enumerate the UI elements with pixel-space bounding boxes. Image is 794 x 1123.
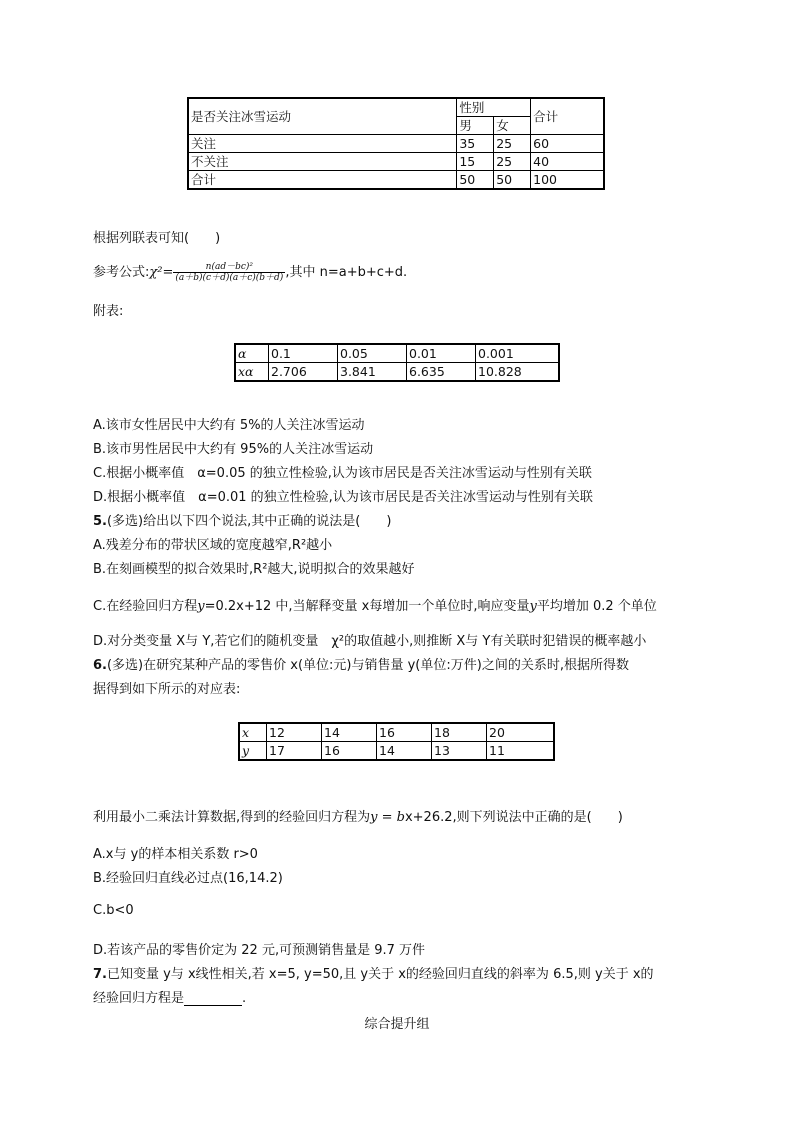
q6-stem-line2: 据得到如下所示的对应表: xyxy=(93,682,241,697)
table-cell: 100 xyxy=(531,171,604,190)
q5-option-b: B.在刻画模型的拟合效果时,R²越大,说明拟合的效果越好 xyxy=(93,562,415,577)
q6-option-c: C.b<0 xyxy=(93,903,134,918)
formula-numerator: n(ad－bc)² xyxy=(173,262,285,273)
table-cell: 35 xyxy=(457,135,494,153)
q6-stem-text: (多选)在研究某种产品的零售价 x(单位:元)与销售量 y(单位:万件)之间的关系时,根据所得数 xyxy=(106,658,629,673)
table-cell: 不关注 xyxy=(188,153,457,171)
table-cell: 16 xyxy=(377,723,432,742)
table-cell: 关注 xyxy=(188,135,457,153)
table-header-attention: 是否关注冰雪运动 xyxy=(188,98,457,135)
y-hat: y xyxy=(197,599,205,614)
section-title: 综合提升组 xyxy=(364,1017,430,1032)
table-cell: 50 xyxy=(494,171,531,190)
table-cell-x-label: x xyxy=(239,723,267,742)
table-cell: 11 xyxy=(487,742,555,761)
q5-option-c xyxy=(93,595,657,614)
table-row xyxy=(188,135,604,153)
q7-line2-post: . xyxy=(242,991,247,1006)
q5-option-c-mid: =0.2x+12 中,当解释变量 x每增加一个单位时,响应变量 xyxy=(204,599,530,614)
table-cell: 12 xyxy=(267,723,322,742)
q4-stem: 根据列联表可知( ) xyxy=(93,231,221,246)
table-cell: 60 xyxy=(531,135,604,153)
q4-option-b: B.该市男性居民中大约有 95%的人关注冰雪运动 xyxy=(93,442,374,457)
table-cell: 0.05 xyxy=(338,344,407,363)
q6-stem-line1 xyxy=(93,654,629,673)
table-cell: 14 xyxy=(322,723,377,742)
formula-prefix: 参考公式: xyxy=(93,265,150,280)
regression-equation: y = b xyxy=(370,810,405,825)
table-cell: 合计 xyxy=(188,171,457,190)
table-row xyxy=(235,344,559,363)
table-cell-x-alpha: xα xyxy=(235,363,269,382)
table-cell: 15 xyxy=(457,153,494,171)
q6-number: 6. xyxy=(93,658,107,673)
q5-option-c-post: 平均增加 0.2 个单位 xyxy=(536,599,657,614)
price-sales-table xyxy=(238,722,555,761)
table-cell: 18 xyxy=(432,723,487,742)
q6-option-d: D.若该产品的零售价定为 22 元,可预测销售量是 9.7 万件 xyxy=(93,943,426,958)
table-row xyxy=(235,363,559,382)
q5-option-c-pre: C.在经验回归方程 xyxy=(93,599,198,614)
table-row xyxy=(188,153,604,171)
q7-line2-pre: 经验回归方程是 xyxy=(93,991,185,1006)
table-cell: 3.841 xyxy=(338,363,407,382)
q6-option-a: A.x与 y的样本相关系数 r>0 xyxy=(93,847,258,862)
formula-chi: χ²= xyxy=(149,265,174,280)
table-header-gender: 性别 xyxy=(457,98,531,117)
q4-option-a: A.该市女性居民中大约有 5%的人关注冰雪运动 xyxy=(93,418,365,433)
table-header-male: 男 xyxy=(457,117,494,135)
q6-option-b: B.经验回归直线必过点(16,14.2) xyxy=(93,871,283,886)
q4-option-c: C.根据小概率值 α=0.05 的独立性检验,认为该市居民是否关注冰雪运动与性别有关联 xyxy=(93,466,592,481)
formula-suffix: ,其中 n=a+b+c+d. xyxy=(285,265,408,280)
table-cell: 40 xyxy=(531,153,604,171)
table-cell: 0.001 xyxy=(476,344,560,363)
table-row xyxy=(239,742,554,761)
table-cell: 2.706 xyxy=(269,363,338,382)
table-row xyxy=(188,171,604,190)
table-cell: 13 xyxy=(432,742,487,761)
q4-option-d: D.根据小概率值 α=0.01 的独立性检验,认为该市居民是否关注冰雪运动与性别有关联 xyxy=(93,490,593,505)
y-hat: y xyxy=(529,599,537,614)
table-cell: 16 xyxy=(322,742,377,761)
critical-value-table xyxy=(234,343,560,382)
table-cell: 14 xyxy=(377,742,432,761)
answer-blank[interactable] xyxy=(184,993,242,1006)
q6-regression xyxy=(93,806,623,825)
table-cell: 10.828 xyxy=(476,363,560,382)
q5-option-a: A.残差分布的带状区域的宽度越窄,R²越小 xyxy=(93,538,333,553)
table-header-female: 女 xyxy=(494,117,531,135)
table-cell: 25 xyxy=(494,135,531,153)
table-cell: 50 xyxy=(457,171,494,190)
table-header-total: 合计 xyxy=(531,98,604,135)
table-cell: 0.1 xyxy=(269,344,338,363)
table-row xyxy=(239,723,554,742)
q6-regression-post: x+26.2,则下列说法中正确的是( ) xyxy=(404,810,623,825)
q5-stem xyxy=(93,510,391,529)
q7-number: 7. xyxy=(93,967,107,982)
q7-text: 已知变量 y与 x线性相关,若 x=5, y=50,且 y关于 x的经验回归直线的斜率为 6.5,则 y关于 x的 xyxy=(106,967,654,982)
table-cell: 25 xyxy=(494,153,531,171)
appendix-label: 附表: xyxy=(93,304,124,319)
table-cell: 6.635 xyxy=(407,363,476,382)
formula-denominator: (a＋b)(c＋d)(a＋c)(b＋d) xyxy=(175,273,284,283)
q6-regression-pre: 利用最小二乘法计算数据,得到的经验回归方程为 xyxy=(93,810,371,825)
table-cell-alpha: α xyxy=(235,344,269,363)
q7-line1 xyxy=(93,963,654,982)
table-cell: 20 xyxy=(487,723,555,742)
q5-number: 5. xyxy=(93,514,107,529)
formula xyxy=(93,261,407,283)
formula-fraction xyxy=(173,262,285,283)
q5-stem-text: (多选)给出以下四个说法,其中正确的说法是( ) xyxy=(106,514,392,529)
q5-option-d: D.对分类变量 X与 Y,若它们的随机变量 χ²的取值越小,则推断 X与 Y有关联时犯错误的概率越小 xyxy=(93,634,647,649)
contingency-table xyxy=(187,97,605,190)
table-cell-y-label: y xyxy=(239,742,267,761)
table-cell: 17 xyxy=(267,742,322,761)
table-cell: 0.01 xyxy=(407,344,476,363)
q7-line2 xyxy=(93,987,246,1006)
